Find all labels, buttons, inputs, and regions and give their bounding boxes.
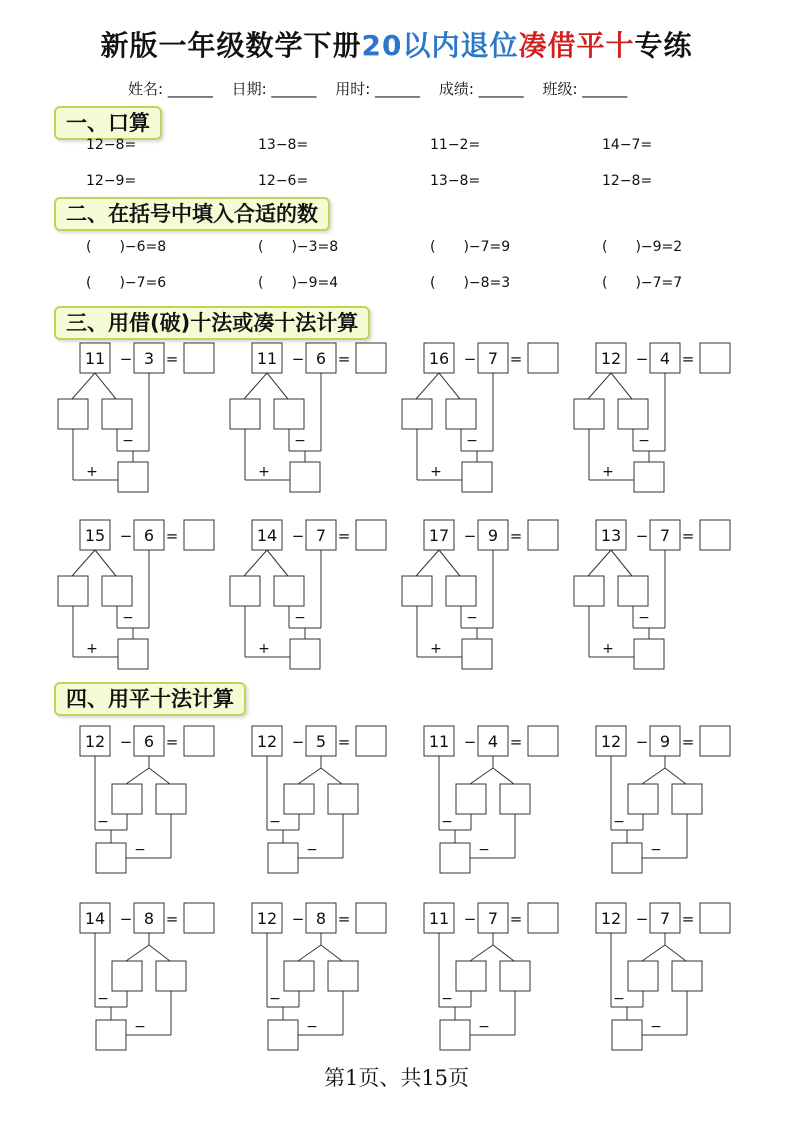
minus-sign: − <box>635 350 649 368</box>
fill-item: ( )−9=2 <box>602 239 683 255</box>
answer-box <box>700 726 730 756</box>
date-field: 日期: ______ <box>231 80 317 98</box>
split-box-left <box>230 576 260 606</box>
subtrahend-number: 7 <box>659 909 671 928</box>
split-box-left <box>574 399 604 429</box>
connector-line <box>95 373 116 399</box>
subtrahend-number: 3 <box>143 349 155 368</box>
split-box-right <box>500 784 530 814</box>
connector-line <box>665 768 686 784</box>
split-box-right <box>500 961 530 991</box>
equals-sign: = <box>509 350 523 368</box>
equals-sign: = <box>509 910 523 928</box>
plus-sign: + <box>258 641 270 657</box>
plus-sign: + <box>430 464 442 480</box>
split-box-left <box>112 961 142 991</box>
minus-sign: − <box>650 1019 662 1035</box>
plus-sign: + <box>86 464 98 480</box>
minus-sign: − <box>635 910 649 928</box>
subtrahend-number: 8 <box>143 909 155 928</box>
subtrahend-number: 7 <box>315 526 327 545</box>
split-box-right <box>446 576 476 606</box>
split-box-right <box>102 576 132 606</box>
connector-line <box>416 373 439 399</box>
oral-item: 14−7= <box>602 137 653 153</box>
equals-sign: = <box>509 527 523 545</box>
answer-box <box>184 726 214 756</box>
minuend-number: 12 <box>256 732 278 751</box>
answer-box <box>184 343 214 373</box>
fill-item: ( )−3=8 <box>258 239 339 255</box>
answer-box <box>700 343 730 373</box>
minus-sign: − <box>650 842 662 858</box>
minus-sign: − <box>441 814 453 830</box>
connector-line <box>439 373 460 399</box>
title-part1: 新版一年级数学下册 <box>100 29 362 62</box>
subtrahend-number: 7 <box>487 909 499 928</box>
plus-sign: + <box>430 641 442 657</box>
minus-sign: − <box>478 842 490 858</box>
minus-sign: − <box>635 527 649 545</box>
minus-sign: − <box>613 991 625 1007</box>
oral-item: 12−6= <box>258 173 309 189</box>
equals-sign: = <box>681 350 695 368</box>
answer-box <box>528 726 558 756</box>
connector-line <box>72 550 95 576</box>
subtrahend-number: 9 <box>487 526 499 545</box>
connector-line <box>321 768 342 784</box>
split-box-left <box>574 576 604 606</box>
answer-box <box>184 520 214 550</box>
equals-sign: = <box>681 910 695 928</box>
answer-box <box>528 903 558 933</box>
subtrahend-number: 6 <box>315 349 327 368</box>
equals-sign: = <box>337 527 351 545</box>
plus-sign: + <box>602 464 614 480</box>
split-box-left <box>402 576 432 606</box>
connector-line <box>611 550 632 576</box>
minuend-number: 14 <box>256 526 278 545</box>
connector-line <box>267 550 288 576</box>
minus-sign: − <box>134 1019 146 1035</box>
connector-line <box>642 945 665 961</box>
minuend-number: 14 <box>84 909 106 928</box>
minuend-number: 11 <box>428 732 450 751</box>
connector-line <box>244 373 267 399</box>
connector-line <box>298 768 321 784</box>
answer-box <box>528 343 558 373</box>
step-result-box <box>634 462 664 492</box>
minus-sign: − <box>466 433 478 449</box>
minuend-number: 16 <box>428 349 450 368</box>
minuend-number: 11 <box>256 349 278 368</box>
plus-sign: + <box>258 464 270 480</box>
split-box-right <box>328 961 358 991</box>
equals-sign: = <box>681 527 695 545</box>
time-field: 用时: ______ <box>335 80 421 98</box>
split-box-left <box>456 784 486 814</box>
minuend-number: 11 <box>428 909 450 928</box>
title-part3: 凑借平十 <box>518 29 635 62</box>
split-box-left <box>284 961 314 991</box>
answer-box <box>184 903 214 933</box>
minus-sign: − <box>463 910 477 928</box>
equals-sign: = <box>337 733 351 751</box>
step-result-box <box>268 843 298 873</box>
fill-item: ( )−7=7 <box>602 275 683 291</box>
split-box-right <box>274 576 304 606</box>
step-result-box <box>462 462 492 492</box>
subtrahend-number: 4 <box>487 732 499 751</box>
answer-box <box>700 903 730 933</box>
subtrahend-number: 9 <box>659 732 671 751</box>
equals-sign: = <box>337 910 351 928</box>
equals-sign: = <box>337 350 351 368</box>
minus-sign: − <box>291 733 305 751</box>
fill-item: ( )−9=4 <box>258 275 339 291</box>
minus-sign: − <box>306 1019 318 1035</box>
connector-line <box>95 550 116 576</box>
oral-item: 11−2= <box>430 137 481 153</box>
connector-line <box>588 373 611 399</box>
minuend-number: 12 <box>600 732 622 751</box>
oral-item: 12−9= <box>86 173 137 189</box>
step-result-box <box>118 639 148 669</box>
minus-sign: − <box>134 842 146 858</box>
minus-sign: − <box>463 527 477 545</box>
answer-box <box>356 520 386 550</box>
answer-box <box>356 726 386 756</box>
section-4-title: 四、用平十法计算 <box>54 682 246 716</box>
plus-sign: + <box>86 641 98 657</box>
split-box-right <box>274 399 304 429</box>
minus-sign: − <box>269 991 281 1007</box>
title-part4: 专练 <box>634 29 693 62</box>
connector-line <box>665 945 686 961</box>
minus-sign: − <box>119 350 133 368</box>
connector-line <box>126 768 149 784</box>
split-box-left <box>628 961 658 991</box>
step-result-box <box>290 639 320 669</box>
score-field: 成绩: ______ <box>438 80 524 98</box>
split-box-right <box>672 784 702 814</box>
class-field: 班级: ______ <box>542 80 628 98</box>
minus-sign: − <box>119 733 133 751</box>
minus-sign: − <box>122 433 134 449</box>
minus-sign: − <box>294 433 306 449</box>
split-box-right <box>156 961 186 991</box>
split-box-right <box>672 961 702 991</box>
minus-sign: − <box>119 527 133 545</box>
split-box-right <box>102 399 132 429</box>
answer-box <box>700 520 730 550</box>
title-part2: 20以内退位 <box>361 29 519 62</box>
connector-line <box>126 945 149 961</box>
minuend-number: 12 <box>84 732 106 751</box>
connector-line <box>493 768 514 784</box>
fill-item: ( )−8=3 <box>430 275 511 291</box>
equals-sign: = <box>165 350 179 368</box>
split-box-left <box>58 576 88 606</box>
connector-line <box>72 373 95 399</box>
step-result-box <box>118 462 148 492</box>
minus-sign: − <box>291 910 305 928</box>
step-result-box <box>268 1020 298 1050</box>
answer-box <box>356 343 386 373</box>
subtrahend-number: 5 <box>315 732 327 751</box>
oral-item: 12−8= <box>86 137 137 153</box>
connector-line <box>642 768 665 784</box>
oral-item: 12−8= <box>602 173 653 189</box>
connector-line <box>470 768 493 784</box>
step-result-box <box>290 462 320 492</box>
minuend-number: 17 <box>428 526 450 545</box>
equals-sign: = <box>509 733 523 751</box>
split-box-left <box>58 399 88 429</box>
minuend-number: 12 <box>600 349 622 368</box>
step-result-box <box>462 639 492 669</box>
split-box-right <box>618 576 648 606</box>
connector-line <box>416 550 439 576</box>
minuend-number: 11 <box>84 349 106 368</box>
connector-line <box>267 373 288 399</box>
minus-sign: − <box>97 991 109 1007</box>
page-footer: 第1页、共15页 <box>323 1066 470 1090</box>
subtrahend-number: 6 <box>143 732 155 751</box>
fill-item: ( )−7=9 <box>430 239 511 255</box>
minus-sign: − <box>97 814 109 830</box>
subtrahend-number: 7 <box>659 526 671 545</box>
split-box-right <box>618 399 648 429</box>
section-3-title: 三、用借(破)十法或凑十法计算 <box>54 306 370 340</box>
minus-sign: − <box>119 910 133 928</box>
split-box-left <box>402 399 432 429</box>
connector-line <box>611 373 632 399</box>
fill-item: ( )−7=6 <box>86 275 167 291</box>
connector-line <box>439 550 460 576</box>
minus-sign: − <box>635 733 649 751</box>
minuend-number: 12 <box>600 909 622 928</box>
section-2-title: 二、在括号中填入合适的数 <box>54 197 330 231</box>
connector-line <box>470 945 493 961</box>
subtrahend-number: 6 <box>143 526 155 545</box>
oral-item: 13−8= <box>430 173 481 189</box>
split-box-right <box>328 784 358 814</box>
minuend-number: 12 <box>256 909 278 928</box>
connector-line <box>588 550 611 576</box>
fill-item: ( )−6=8 <box>86 239 167 255</box>
equals-sign: = <box>165 527 179 545</box>
step-result-box <box>612 1020 642 1050</box>
minus-sign: − <box>269 814 281 830</box>
plus-sign: + <box>602 641 614 657</box>
minus-sign: − <box>294 610 306 626</box>
answer-box <box>356 903 386 933</box>
minus-sign: − <box>441 991 453 1007</box>
minus-sign: − <box>306 842 318 858</box>
section-1-title: 一、口算 <box>54 106 162 140</box>
connector-line <box>149 945 170 961</box>
minus-sign: − <box>463 733 477 751</box>
connector-line <box>244 550 267 576</box>
connector-line <box>321 945 342 961</box>
minus-sign: − <box>122 610 134 626</box>
split-box-left <box>628 784 658 814</box>
connector-line <box>149 768 170 784</box>
minus-sign: − <box>463 350 477 368</box>
name-field: 姓名: ______ <box>128 80 213 98</box>
equals-sign: = <box>165 910 179 928</box>
minus-sign: − <box>291 527 305 545</box>
equals-sign: = <box>681 733 695 751</box>
step-result-box <box>634 639 664 669</box>
split-box-left <box>230 399 260 429</box>
connector-line <box>298 945 321 961</box>
step-result-box <box>612 843 642 873</box>
minuend-number: 13 <box>600 526 622 545</box>
minus-sign: − <box>291 350 305 368</box>
step-result-box <box>96 843 126 873</box>
minuend-number: 15 <box>84 526 106 545</box>
split-box-left <box>456 961 486 991</box>
subtrahend-number: 7 <box>487 349 499 368</box>
split-box-left <box>112 784 142 814</box>
minus-sign: − <box>638 433 650 449</box>
equals-sign: = <box>165 733 179 751</box>
minus-sign: − <box>613 814 625 830</box>
minus-sign: − <box>638 610 650 626</box>
answer-box <box>528 520 558 550</box>
subtrahend-number: 8 <box>315 909 327 928</box>
split-box-right <box>156 784 186 814</box>
split-box-right <box>446 399 476 429</box>
minus-sign: − <box>478 1019 490 1035</box>
minus-sign: − <box>466 610 478 626</box>
step-result-box <box>96 1020 126 1050</box>
subtrahend-number: 4 <box>659 349 671 368</box>
connector-line <box>493 945 514 961</box>
step-result-box <box>440 1020 470 1050</box>
step-result-box <box>440 843 470 873</box>
split-box-left <box>284 784 314 814</box>
oral-item: 13−8= <box>258 137 309 153</box>
